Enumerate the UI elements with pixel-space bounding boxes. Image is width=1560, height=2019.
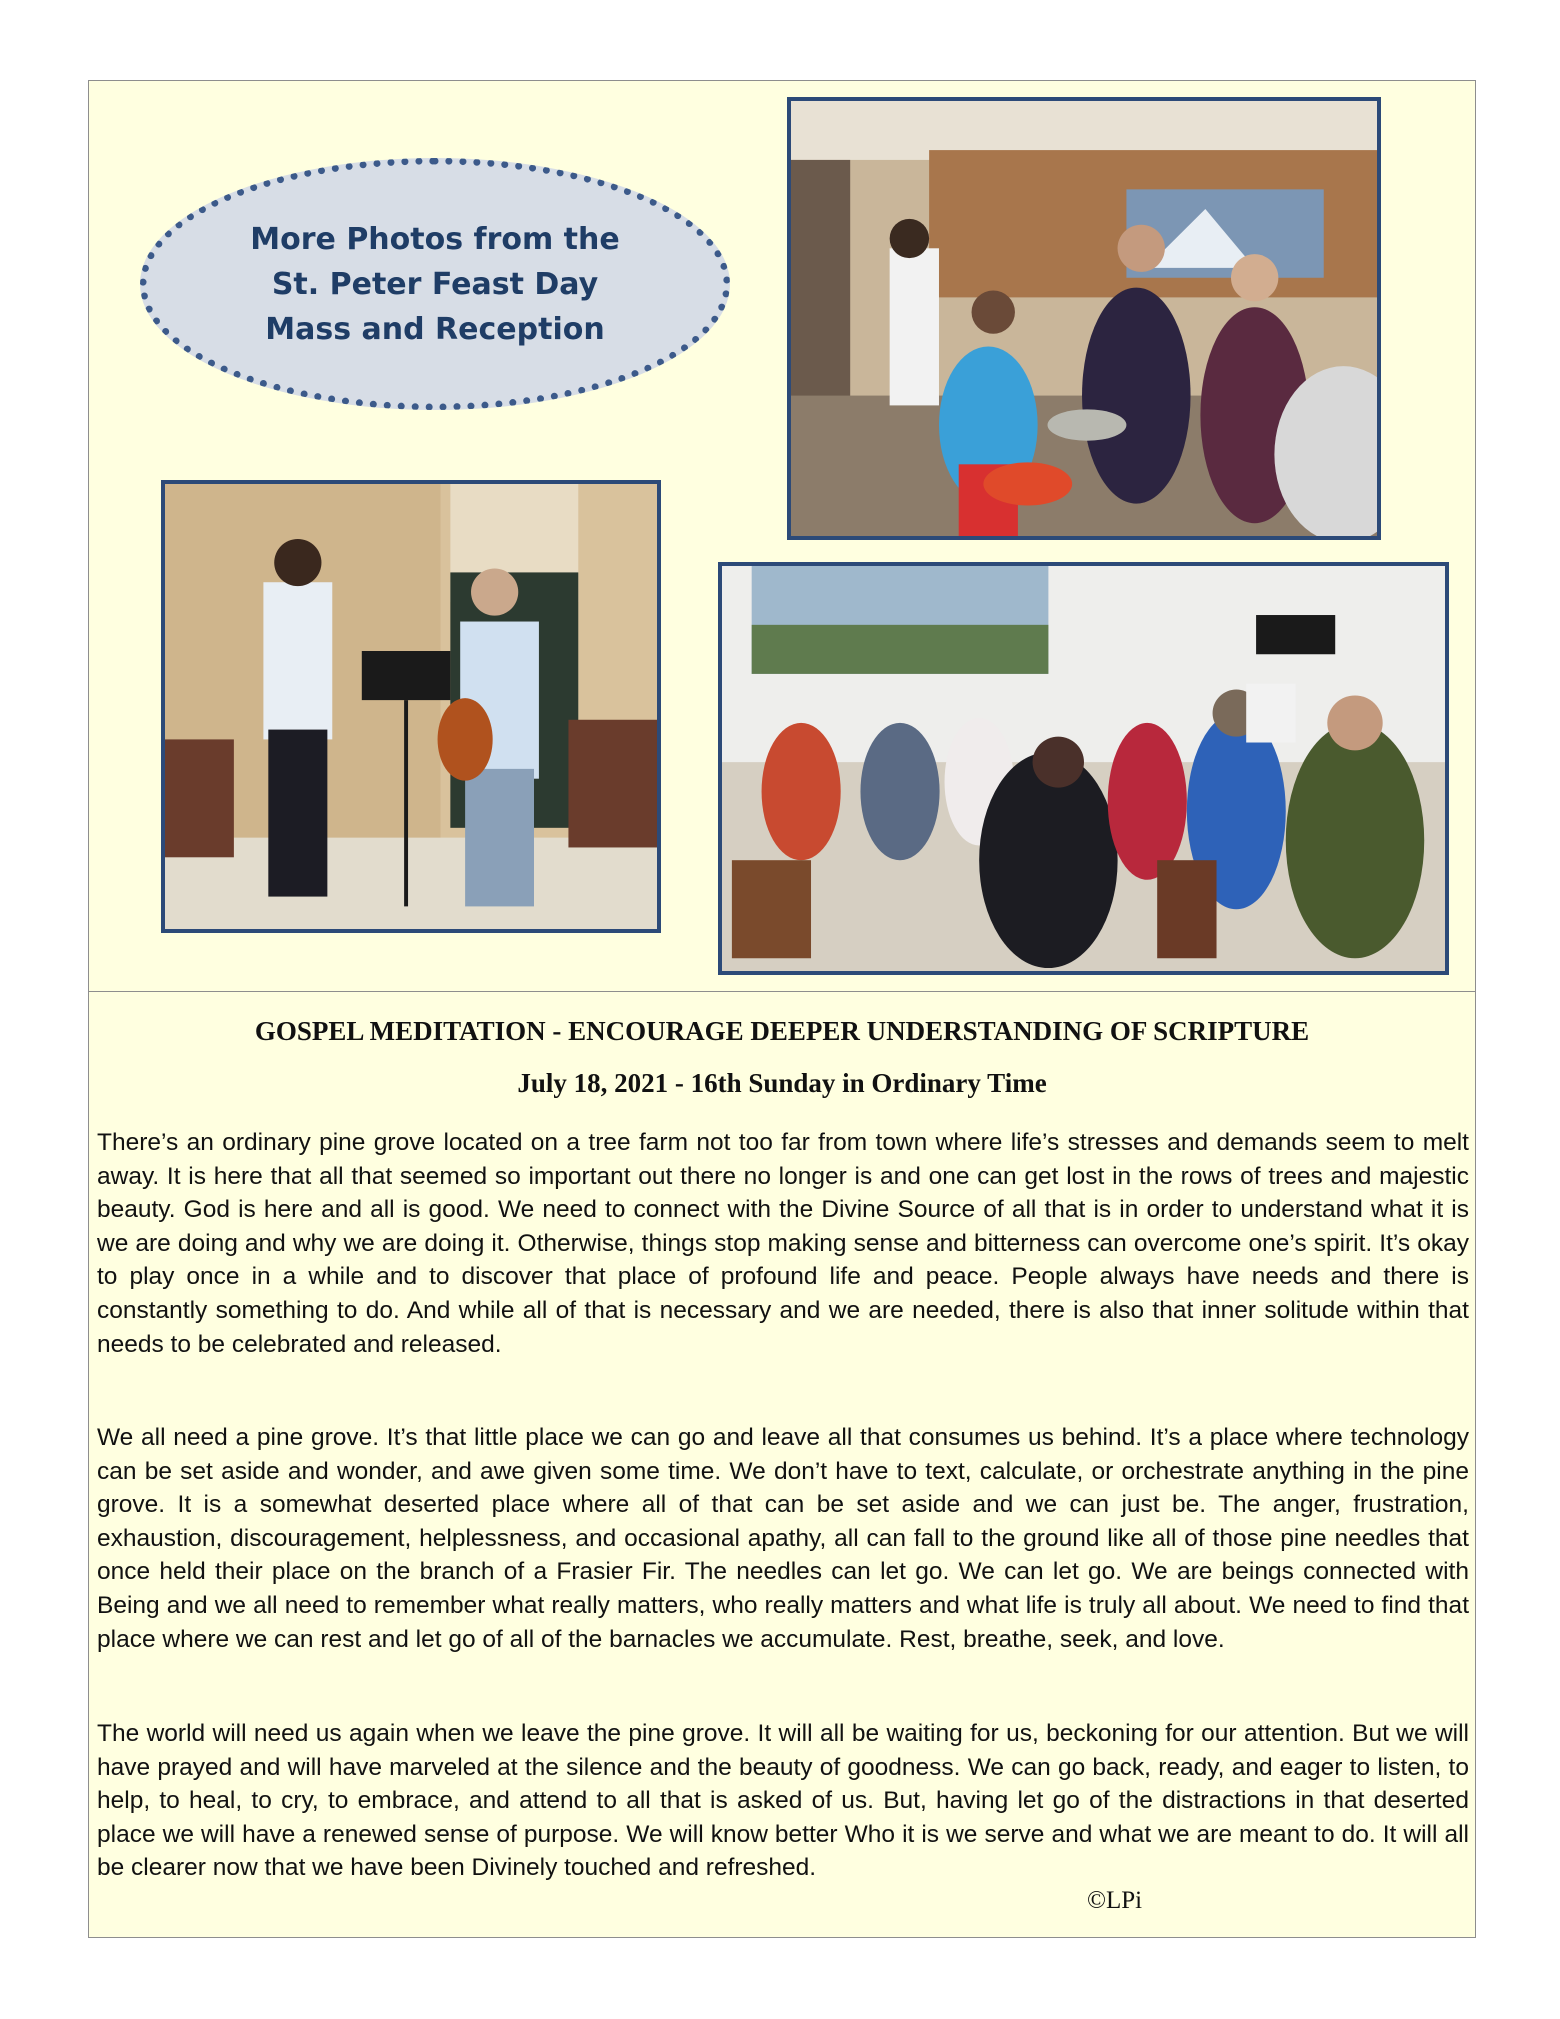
musicians-photo	[161, 480, 661, 933]
callout-line: More Photos from the	[250, 221, 620, 257]
section-divider	[88, 991, 1476, 992]
callout-line: Mass and Reception	[265, 311, 605, 347]
meditation-paragraph: There’s an ordinary pine grove located on a tree farm not too far from town where life’s stresses and demands seem to melt away. It is here that all that seemed so important out there no longer is and one can get lost in the rows of trees and majestic beauty. God is here and all is good. We need to connect with the Divine Source of all that is in order to understand what it is we are doing and why we are doing it. Otherwise, things stop making sense and bitterness can overcome one’s spirit. It’s okay to play once in a while and to discover that place of profound life and peace. People always have needs and there is constantly something to do. And while all of that is necessary and we are needed, there is also that inner solitude within that needs to be celebrated and released.	[97, 1129, 1469, 1358]
meditation-title: GOSPEL MEDITATION - ENCOURAGE DEEPER UNDERSTANDING OF SCRIPTURE	[254, 1016, 1310, 1046]
meditation-paragraph: We all need a pine grove. It’s that little place we can go and leave all that consumes us behind. It’s a place where technology can be set aside and wonder, and awe given some time. We don’t have to text, calculate, or orchestrate anything in the pine grove. It is a somewhat deserted place where all of that can be set aside and we can just be. The anger, frustration, exhaustion, discouragement, helplessness, and occasional apathy, all can fall to the ground like all of those pine needles that once held their place on the branch of a Frasier Fir. The needles can let go. We can let go. We are beings connected with Being and we all need to remember what really matters, who really matters and what life is truly all about. We need to find that place where we can rest and let go of all of the barnacles we accumulate. Rest, breathe, seek, and love.	[97, 1424, 1469, 1653]
meditation-paragraph: The world will need us again when we leave the pine grove. It will all be waiting for us, beckoning for our attention. But we will have prayed and will have marveled at the silence and the beauty of goodness. We can go back, ready, and eager to listen, to help, to heal, to cry, to embrace, and attend to all that is asked of us. But, having let go of the distractions in that deserted place we will have a renewed sense of purpose. We will know better Who it is we serve and what we are meant to do. It will all be clearer now that we have been Divinely touched and refreshed.	[97, 1720, 1469, 1882]
copyright-notice: ©LPi	[1087, 1887, 1143, 1914]
callout-line: St. Peter Feast Day	[271, 266, 599, 302]
reception-buffet-photo	[787, 97, 1381, 540]
callout-text	[250, 217, 619, 352]
meditation-date: July 18, 2021 - 16th Sunday in Ordinary Time	[517, 1068, 1047, 1098]
audience-applauding-photo	[718, 562, 1449, 975]
photo-caption-callout	[140, 158, 730, 410]
